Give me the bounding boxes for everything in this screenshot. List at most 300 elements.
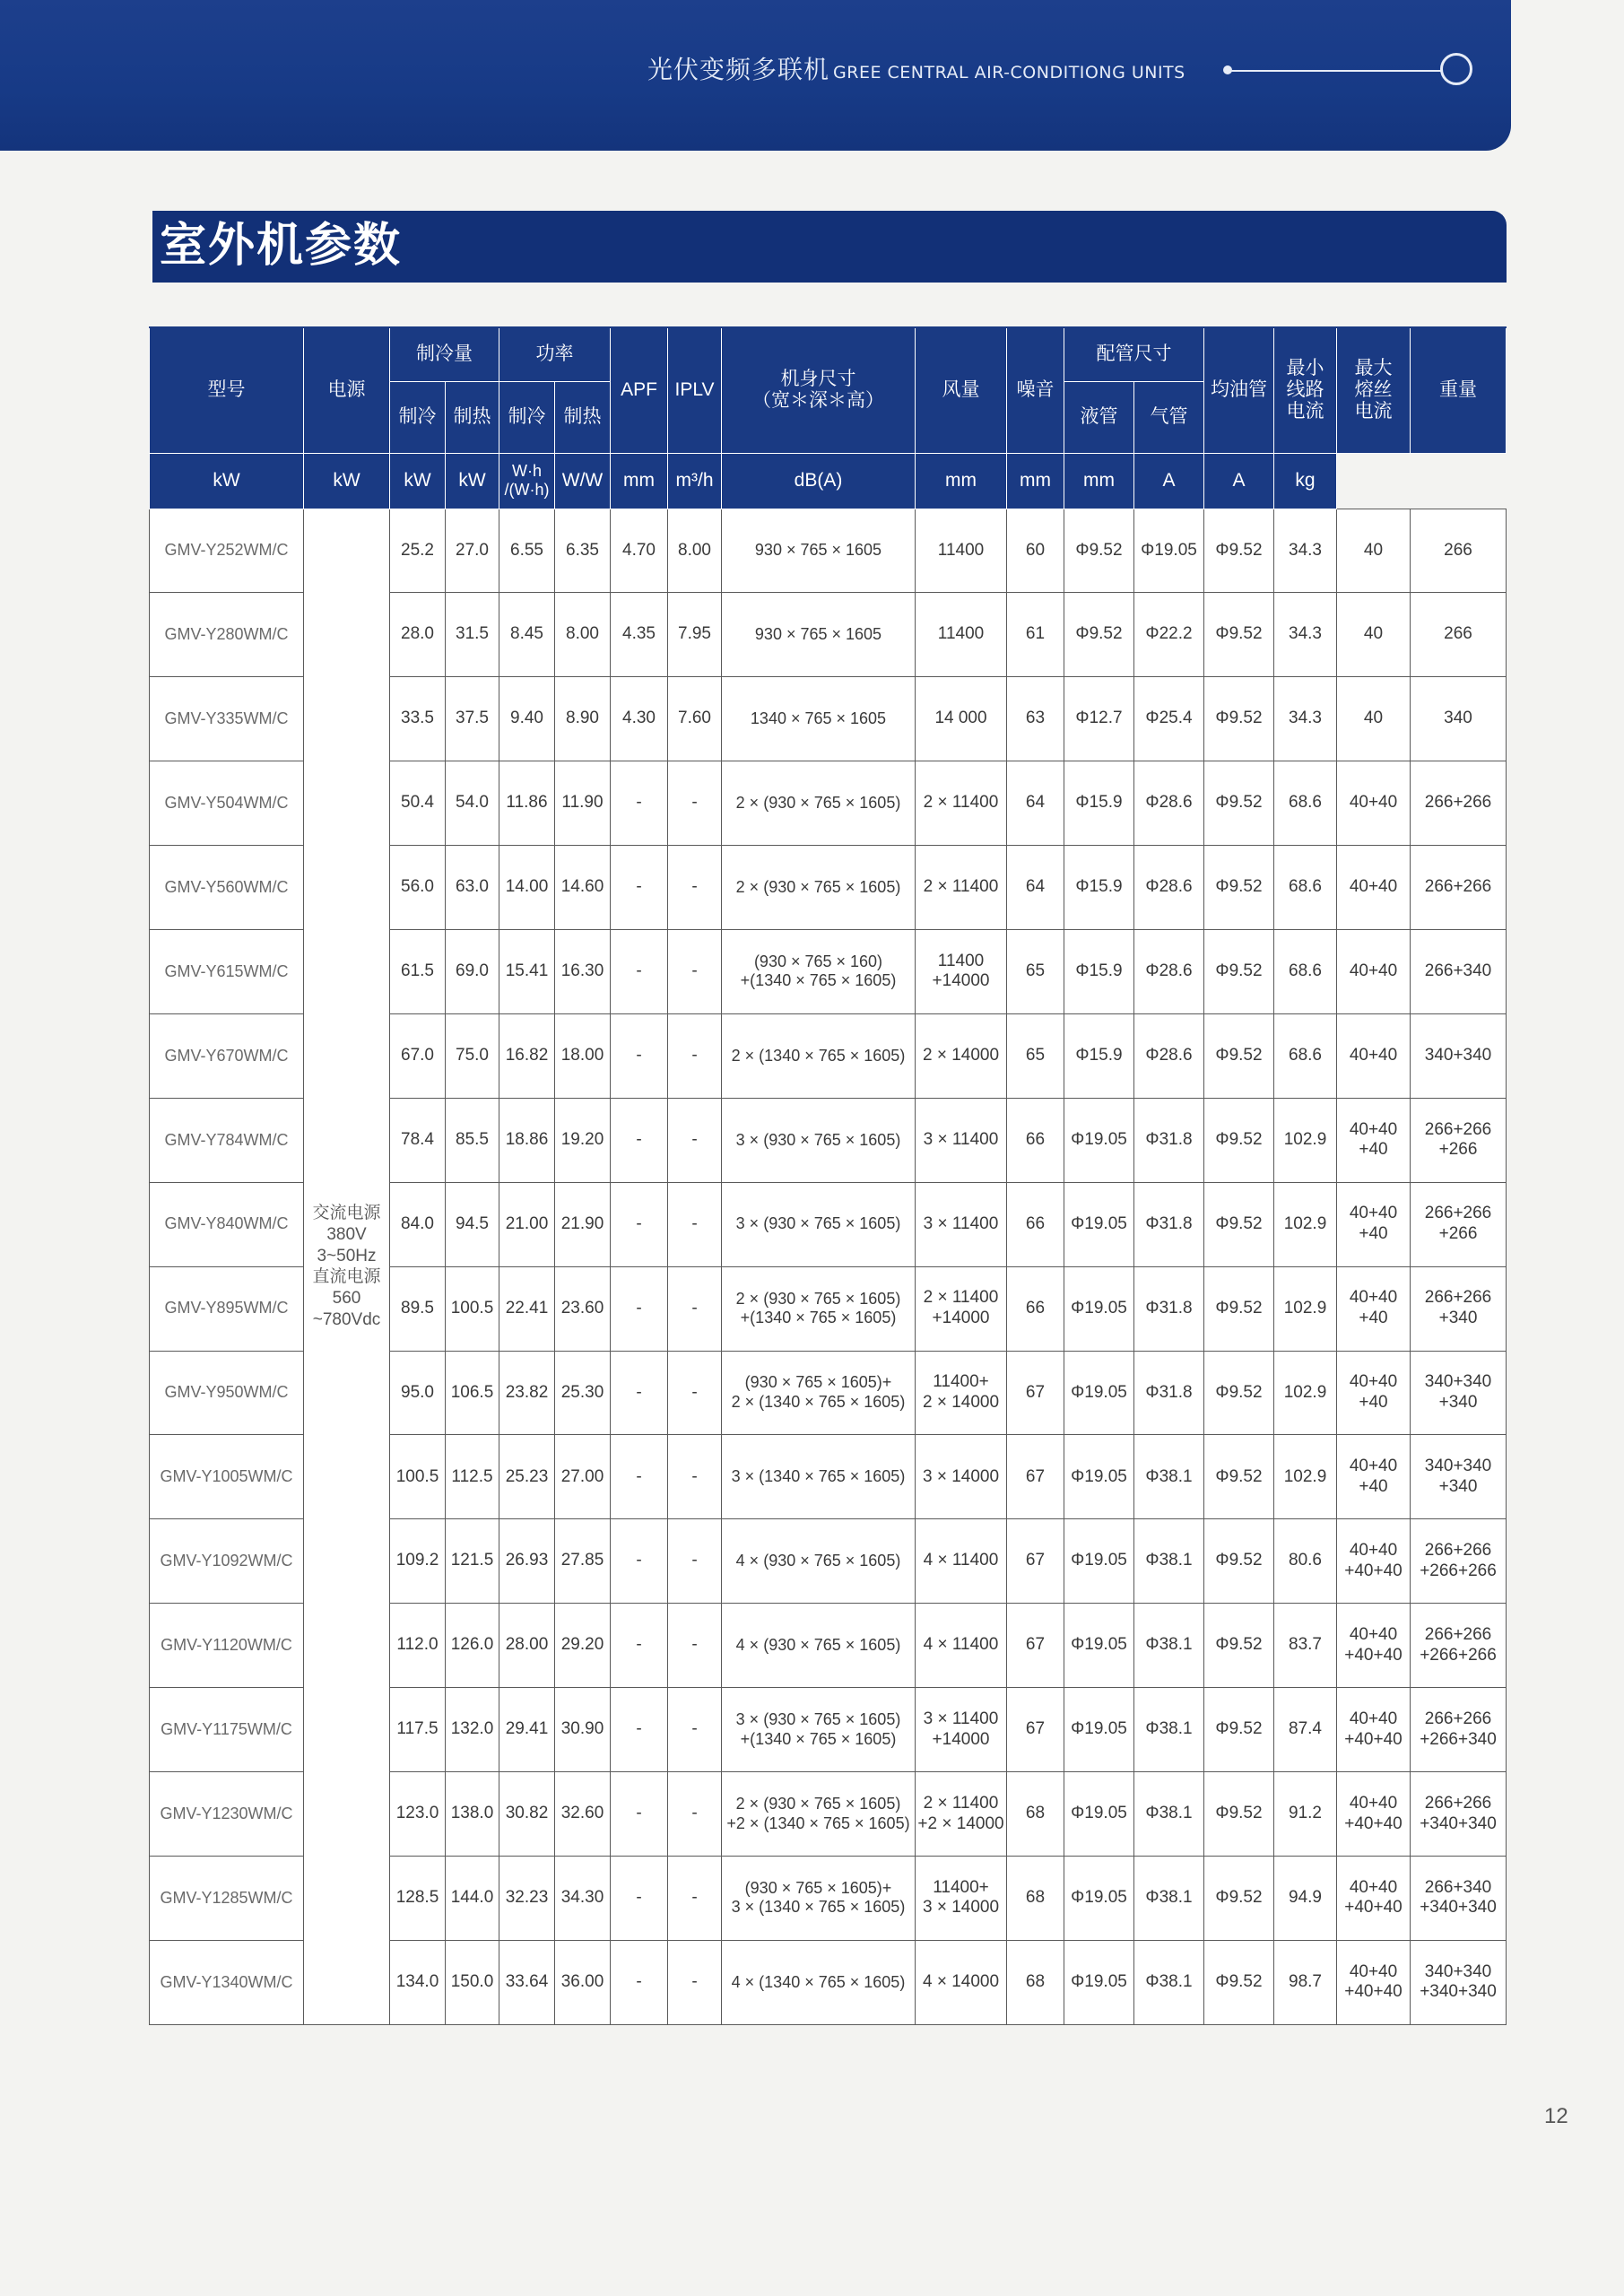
max-fuse-cell: 40+40 +40+40	[1337, 1519, 1411, 1604]
noise-cell: 67	[1007, 1688, 1064, 1772]
min-current-cell: 34.3	[1274, 593, 1337, 677]
header-airflow: 风量	[916, 327, 1007, 453]
power-heating-cell: 8.00	[555, 593, 611, 677]
weight-cell: 266+340	[1411, 930, 1507, 1014]
header-dimensions: 机身尺寸 （宽＊深＊高）	[722, 327, 916, 453]
header-power-cooling: 制冷	[499, 381, 555, 453]
liquid-pipe-cell: Φ19.05	[1064, 1182, 1134, 1266]
dimensions-cell: 930 × 765 × 1605	[722, 509, 916, 593]
unit-iplv: W/W	[555, 453, 611, 509]
power-cooling-cell: 21.00	[499, 1182, 555, 1266]
min-current-cell: 34.3	[1274, 677, 1337, 761]
min-current-cell: 34.3	[1274, 509, 1337, 593]
unit-oil: mm	[1064, 453, 1134, 509]
gas-pipe-cell: Φ28.6	[1134, 1013, 1204, 1098]
power-cooling-cell: 9.40	[499, 677, 555, 761]
unit-min-current: A	[1134, 453, 1204, 509]
header-capacity-heating: 制热	[446, 381, 499, 453]
gas-pipe-cell: Φ38.1	[1134, 1435, 1204, 1519]
min-current-cell: 102.9	[1274, 1266, 1337, 1351]
capacity-heating-cell: 144.0	[446, 1857, 499, 1941]
header-power: 功率	[499, 327, 611, 381]
model-cell: GMV-Y1230WM/C	[150, 1772, 304, 1857]
noise-cell: 64	[1007, 761, 1064, 846]
capacity-cooling-cell: 78.4	[390, 1098, 446, 1182]
noise-cell: 68	[1007, 1772, 1064, 1857]
power-heating-cell: 8.90	[555, 677, 611, 761]
gas-pipe-cell: Φ38.1	[1134, 1688, 1204, 1772]
max-fuse-cell: 40	[1337, 509, 1411, 593]
gas-pipe-cell: Φ19.05	[1134, 509, 1204, 593]
power-cooling-cell: 30.82	[499, 1772, 555, 1857]
noise-cell: 66	[1007, 1266, 1064, 1351]
airflow-cell: 2 × 11400	[916, 846, 1007, 930]
power-heating-cell: 21.90	[555, 1182, 611, 1266]
liquid-pipe-cell: Φ19.05	[1064, 1688, 1134, 1772]
gas-pipe-cell: Φ28.6	[1134, 761, 1204, 846]
capacity-cooling-cell: 89.5	[390, 1266, 446, 1351]
iplv-cell: -	[668, 1182, 722, 1266]
apf-cell: -	[611, 1435, 668, 1519]
max-fuse-cell: 40	[1337, 593, 1411, 677]
model-cell: GMV-Y335WM/C	[150, 677, 304, 761]
gas-pipe-cell: Φ28.6	[1134, 930, 1204, 1014]
power-cooling-cell: 18.86	[499, 1098, 555, 1182]
gas-pipe-cell: Φ28.6	[1134, 846, 1204, 930]
power-supply-cell: 交流电源 380V 3~50Hz 直流电源 560 ~780Vdc	[304, 509, 390, 2025]
gas-pipe-cell: Φ31.8	[1134, 1351, 1204, 1435]
capacity-cooling-cell: 61.5	[390, 930, 446, 1014]
capacity-cooling-cell: 84.0	[390, 1182, 446, 1266]
liquid-pipe-cell: Φ19.05	[1064, 1940, 1134, 2024]
min-current-cell: 68.6	[1274, 1013, 1337, 1098]
capacity-heating-cell: 27.0	[446, 509, 499, 593]
apf-cell: -	[611, 930, 668, 1014]
oil-pipe-cell: Φ9.52	[1204, 1688, 1274, 1772]
section-title: 室外机参数	[160, 219, 403, 273]
power-heating-cell: 29.20	[555, 1604, 611, 1688]
dimensions-cell: 3 × (1340 × 765 × 1605)	[722, 1435, 916, 1519]
table-body	[150, 509, 1507, 2025]
min-current-cell: 68.6	[1274, 761, 1337, 846]
capacity-cooling-cell: 128.5	[390, 1857, 446, 1941]
model-cell: GMV-Y1285WM/C	[150, 1857, 304, 1941]
liquid-pipe-cell: Φ19.05	[1064, 1604, 1134, 1688]
max-fuse-cell: 40+40 +40+40	[1337, 1940, 1411, 2024]
min-current-cell: 102.9	[1274, 1435, 1337, 1519]
dimensions-cell: 2 × (930 × 765 × 1605)	[722, 846, 916, 930]
gas-pipe-cell: Φ38.1	[1134, 1519, 1204, 1604]
dimensions-cell: 2 × (1340 × 765 × 1605)	[722, 1013, 916, 1098]
airflow-cell: 3 × 11400	[916, 1098, 1007, 1182]
apf-cell: -	[611, 1604, 668, 1688]
liquid-pipe-cell: Φ19.05	[1064, 1351, 1134, 1435]
capacity-cooling-cell: 25.2	[390, 509, 446, 593]
max-fuse-cell: 40+40 +40+40	[1337, 1772, 1411, 1857]
power-heating-cell: 18.00	[555, 1013, 611, 1098]
apf-cell: -	[611, 1519, 668, 1604]
iplv-cell: -	[668, 1013, 722, 1098]
liquid-pipe-cell: Φ19.05	[1064, 1772, 1134, 1857]
apf-cell: 4.35	[611, 593, 668, 677]
unit-noise: dB(A)	[722, 453, 916, 509]
dimensions-cell: (930 × 765 × 1605)+ 3 × (1340 × 765 × 1605)	[722, 1857, 916, 1941]
noise-cell: 67	[1007, 1519, 1064, 1604]
liquid-pipe-cell: Φ19.05	[1064, 1857, 1134, 1941]
gas-pipe-cell: Φ38.1	[1134, 1857, 1204, 1941]
apf-cell: -	[611, 1857, 668, 1941]
apf-cell: -	[611, 1351, 668, 1435]
liquid-pipe-cell: Φ12.7	[1064, 677, 1134, 761]
capacity-cooling-cell: 112.0	[390, 1604, 446, 1688]
unit-liquid: mm	[916, 453, 1007, 509]
power-heating-cell: 19.20	[555, 1098, 611, 1182]
max-fuse-cell: 40+40	[1337, 930, 1411, 1014]
dimensions-cell: 2 × (930 × 765 × 1605) +(1340 × 765 × 1605)	[722, 1266, 916, 1351]
oil-pipe-cell: Φ9.52	[1204, 1940, 1274, 2024]
max-fuse-cell: 40+40	[1337, 761, 1411, 846]
max-fuse-cell: 40+40 +40+40	[1337, 1688, 1411, 1772]
max-fuse-cell: 40+40 +40+40	[1337, 1857, 1411, 1941]
capacity-heating-cell: 63.0	[446, 846, 499, 930]
power-heating-cell: 6.35	[555, 509, 611, 593]
oil-pipe-cell: Φ9.52	[1204, 1857, 1274, 1941]
capacity-cooling-cell: 123.0	[390, 1772, 446, 1857]
unit-cap-cool: kW	[150, 453, 304, 509]
capacity-cooling-cell: 67.0	[390, 1013, 446, 1098]
oil-pipe-cell: Φ9.52	[1204, 677, 1274, 761]
unit-airflow: m³/h	[668, 453, 722, 509]
min-current-cell: 102.9	[1274, 1182, 1337, 1266]
unit-weight: kg	[1274, 453, 1337, 509]
oil-pipe-cell: Φ9.52	[1204, 1772, 1274, 1857]
min-current-cell: 80.6	[1274, 1519, 1337, 1604]
model-cell: GMV-Y280WM/C	[150, 593, 304, 677]
model-cell: GMV-Y950WM/C	[150, 1351, 304, 1435]
iplv-cell: -	[668, 1435, 722, 1519]
unit-pow-heat: kW	[446, 453, 499, 509]
iplv-cell: -	[668, 930, 722, 1014]
noise-cell: 67	[1007, 1351, 1064, 1435]
oil-pipe-cell: Φ9.52	[1204, 1182, 1274, 1266]
airflow-cell: 3 × 14000	[916, 1435, 1007, 1519]
power-cooling-cell: 22.41	[499, 1266, 555, 1351]
airflow-cell: 4 × 11400	[916, 1519, 1007, 1604]
dimensions-cell: 2 × (930 × 765 × 1605) +2 × (1340 × 765 × 1605)	[722, 1772, 916, 1857]
unit-dimensions: mm	[611, 453, 668, 509]
model-cell: GMV-Y1005WM/C	[150, 1435, 304, 1519]
oil-pipe-cell: Φ9.52	[1204, 1435, 1274, 1519]
capacity-heating-cell: 75.0	[446, 1013, 499, 1098]
weight-cell: 340+340	[1411, 1013, 1507, 1098]
dimensions-cell: 2 × (930 × 765 × 1605)	[722, 761, 916, 846]
gas-pipe-cell: Φ38.1	[1134, 1940, 1204, 2024]
header-power-supply: 电源	[304, 327, 390, 453]
capacity-heating-cell: 138.0	[446, 1772, 499, 1857]
weight-cell: 340+340 +340	[1411, 1351, 1507, 1435]
model-cell: GMV-Y784WM/C	[150, 1098, 304, 1182]
weight-cell: 266+266	[1411, 846, 1507, 930]
power-cooling-cell: 33.64	[499, 1940, 555, 2024]
airflow-cell: 2 × 11400	[916, 761, 1007, 846]
airflow-cell: 3 × 11400	[916, 1182, 1007, 1266]
model-cell: GMV-Y1120WM/C	[150, 1604, 304, 1688]
airflow-cell: 11400+ 3 × 14000	[916, 1857, 1007, 1941]
oil-pipe-cell: Φ9.52	[1204, 1098, 1274, 1182]
capacity-heating-cell: 132.0	[446, 1688, 499, 1772]
model-cell: GMV-Y895WM/C	[150, 1266, 304, 1351]
liquid-pipe-cell: Φ19.05	[1064, 1266, 1134, 1351]
dimensions-cell: 4 × (930 × 765 × 1605)	[722, 1604, 916, 1688]
unit-apf: W·h /(W·h)	[499, 453, 555, 509]
power-cooling-cell: 29.41	[499, 1688, 555, 1772]
iplv-cell: -	[668, 1772, 722, 1857]
weight-cell: 340+340 +340+340	[1411, 1940, 1507, 2024]
airflow-cell: 11400 +14000	[916, 930, 1007, 1014]
table-row	[150, 509, 1507, 593]
model-cell: GMV-Y615WM/C	[150, 930, 304, 1014]
dimensions-cell: (930 × 765 × 160) +(1340 × 765 × 1605)	[722, 930, 916, 1014]
iplv-cell: -	[668, 1266, 722, 1351]
power-cooling-cell: 26.93	[499, 1519, 555, 1604]
weight-cell: 266+266 +266+266	[1411, 1519, 1507, 1604]
header-max-fuse-current: 最大 熔丝 电流	[1337, 327, 1411, 453]
capacity-cooling-cell: 134.0	[390, 1940, 446, 2024]
dimensions-cell: 3 × (930 × 765 × 1605)	[722, 1182, 916, 1266]
liquid-pipe-cell: Φ9.52	[1064, 509, 1134, 593]
header-iplv: IPLV	[668, 327, 722, 453]
min-current-cell: 94.9	[1274, 1857, 1337, 1941]
max-fuse-cell: 40+40 +40	[1337, 1266, 1411, 1351]
liquid-pipe-cell: Φ15.9	[1064, 761, 1134, 846]
gas-pipe-cell: Φ38.1	[1134, 1772, 1204, 1857]
header-noise: 噪音	[1007, 327, 1064, 453]
capacity-cooling-cell: 50.4	[390, 761, 446, 846]
noise-cell: 65	[1007, 1013, 1064, 1098]
airflow-cell: 2 × 11400 +2 × 14000	[916, 1772, 1007, 1857]
liquid-pipe-cell: Φ9.52	[1064, 593, 1134, 677]
header-capacity-cooling: 制冷	[390, 381, 446, 453]
noise-cell: 61	[1007, 593, 1064, 677]
max-fuse-cell: 40+40 +40+40	[1337, 1604, 1411, 1688]
power-cooling-cell: 28.00	[499, 1604, 555, 1688]
oil-pipe-cell: Φ9.52	[1204, 846, 1274, 930]
oil-pipe-cell: Φ9.52	[1204, 930, 1274, 1014]
page-number: 12	[1544, 2104, 1568, 2128]
unit-pow-cool: kW	[390, 453, 446, 509]
capacity-cooling-cell: 33.5	[390, 677, 446, 761]
banner-title-cn: 光伏变频多联机	[647, 55, 830, 84]
weight-cell: 266+266 +266	[1411, 1098, 1507, 1182]
header-piping: 配管尺寸	[1064, 327, 1204, 381]
header-apf: APF	[611, 327, 668, 453]
noise-cell: 66	[1007, 1182, 1064, 1266]
banner-dot-icon	[1223, 65, 1232, 74]
min-current-cell: 68.6	[1274, 930, 1337, 1014]
airflow-cell: 4 × 11400	[916, 1604, 1007, 1688]
dimensions-cell: 930 × 765 × 1605	[722, 593, 916, 677]
iplv-cell: -	[668, 1098, 722, 1182]
banner-title-en: GREE CENTRAL AIR-CONDITIONG UNITS	[833, 63, 1185, 83]
apf-cell: -	[611, 1266, 668, 1351]
capacity-cooling-cell: 109.2	[390, 1519, 446, 1604]
unit-gas: mm	[1007, 453, 1064, 509]
header-power-heating: 制热	[555, 381, 611, 453]
iplv-cell: 7.60	[668, 677, 722, 761]
weight-cell: 340	[1411, 677, 1507, 761]
liquid-pipe-cell: Φ19.05	[1064, 1519, 1134, 1604]
header-min-circuit-current: 最小 线路 电流	[1274, 327, 1337, 453]
power-heating-cell: 36.00	[555, 1940, 611, 2024]
iplv-cell: -	[668, 1604, 722, 1688]
apf-cell: -	[611, 761, 668, 846]
max-fuse-cell: 40+40 +40	[1337, 1435, 1411, 1519]
weight-cell: 266+340 +340+340	[1411, 1857, 1507, 1941]
oil-pipe-cell: Φ9.52	[1204, 593, 1274, 677]
model-cell: GMV-Y840WM/C	[150, 1182, 304, 1266]
capacity-heating-cell: 100.5	[446, 1266, 499, 1351]
gas-pipe-cell: Φ25.4	[1134, 677, 1204, 761]
header-model: 型号	[150, 327, 304, 453]
min-current-cell: 102.9	[1274, 1351, 1337, 1435]
airflow-cell: 2 × 14000	[916, 1013, 1007, 1098]
header-gas-pipe: 气管	[1134, 381, 1204, 453]
oil-pipe-cell: Φ9.52	[1204, 509, 1274, 593]
oil-pipe-cell: Φ9.52	[1204, 761, 1274, 846]
capacity-heating-cell: 37.5	[446, 677, 499, 761]
liquid-pipe-cell: Φ19.05	[1064, 1435, 1134, 1519]
power-heating-cell: 34.30	[555, 1857, 611, 1941]
dimensions-cell: 4 × (930 × 765 × 1605)	[722, 1519, 916, 1604]
iplv-cell: -	[668, 846, 722, 930]
dimensions-cell: (930 × 765 × 1605)+ 2 × (1340 × 765 × 1605)	[722, 1351, 916, 1435]
capacity-cooling-cell: 100.5	[390, 1435, 446, 1519]
header-capacity: 制冷量	[390, 327, 499, 381]
outdoor-unit-spec-table	[149, 326, 1507, 2025]
power-heating-cell: 25.30	[555, 1351, 611, 1435]
weight-cell: 340+340 +340	[1411, 1435, 1507, 1519]
apf-cell: -	[611, 1182, 668, 1266]
gas-pipe-cell: Φ38.1	[1134, 1604, 1204, 1688]
capacity-cooling-cell: 117.5	[390, 1688, 446, 1772]
liquid-pipe-cell: Φ19.05	[1064, 1098, 1134, 1182]
model-cell: GMV-Y252WM/C	[150, 509, 304, 593]
power-cooling-cell: 15.41	[499, 930, 555, 1014]
model-cell: GMV-Y560WM/C	[150, 846, 304, 930]
airflow-cell: 11400	[916, 509, 1007, 593]
noise-cell: 66	[1007, 1098, 1064, 1182]
iplv-cell: -	[668, 1519, 722, 1604]
apf-cell: -	[611, 1013, 668, 1098]
weight-cell: 266+266 +266	[1411, 1182, 1507, 1266]
power-cooling-cell: 32.23	[499, 1857, 555, 1941]
power-heating-cell: 30.90	[555, 1688, 611, 1772]
max-fuse-cell: 40+40	[1337, 1013, 1411, 1098]
airflow-cell: 4 × 14000	[916, 1940, 1007, 2024]
capacity-heating-cell: 112.5	[446, 1435, 499, 1519]
weight-cell: 266+266 +266+340	[1411, 1688, 1507, 1772]
banner-circle-icon	[1440, 53, 1472, 85]
iplv-cell: -	[668, 1940, 722, 2024]
max-fuse-cell: 40+40 +40	[1337, 1351, 1411, 1435]
dimensions-cell: 4 × (1340 × 765 × 1605)	[722, 1940, 916, 2024]
iplv-cell: 8.00	[668, 509, 722, 593]
model-cell: GMV-Y504WM/C	[150, 761, 304, 846]
noise-cell: 63	[1007, 677, 1064, 761]
header-weight: 重量	[1411, 327, 1507, 453]
banner-title	[647, 50, 1185, 86]
model-cell: GMV-Y1340WM/C	[150, 1940, 304, 2024]
capacity-cooling-cell: 95.0	[390, 1351, 446, 1435]
gas-pipe-cell: Φ31.8	[1134, 1098, 1204, 1182]
min-current-cell: 98.7	[1274, 1940, 1337, 2024]
power-heating-cell: 32.60	[555, 1772, 611, 1857]
airflow-cell: 11400+ 2 × 14000	[916, 1351, 1007, 1435]
capacity-heating-cell: 85.5	[446, 1098, 499, 1182]
unit-max-fuse: A	[1204, 453, 1274, 509]
capacity-heating-cell: 106.5	[446, 1351, 499, 1435]
power-cooling-cell: 11.86	[499, 761, 555, 846]
weight-cell: 266+266 +266+266	[1411, 1604, 1507, 1688]
apf-cell: -	[611, 846, 668, 930]
power-cooling-cell: 6.55	[499, 509, 555, 593]
max-fuse-cell: 40+40	[1337, 846, 1411, 930]
power-cooling-cell: 23.82	[499, 1351, 555, 1435]
dimensions-cell: 3 × (930 × 765 × 1605)	[722, 1098, 916, 1182]
oil-pipe-cell: Φ9.52	[1204, 1266, 1274, 1351]
header-oil-pipe: 均油管	[1204, 327, 1274, 453]
noise-cell: 64	[1007, 846, 1064, 930]
oil-pipe-cell: Φ9.52	[1204, 1013, 1274, 1098]
table-header	[150, 327, 1507, 509]
capacity-heating-cell: 150.0	[446, 1940, 499, 2024]
noise-cell: 68	[1007, 1857, 1064, 1941]
power-cooling-cell: 14.00	[499, 846, 555, 930]
capacity-heating-cell: 94.5	[446, 1182, 499, 1266]
max-fuse-cell: 40	[1337, 677, 1411, 761]
dimensions-cell: 1340 × 765 × 1605	[722, 677, 916, 761]
power-heating-cell: 27.85	[555, 1519, 611, 1604]
airflow-cell: 14 000	[916, 677, 1007, 761]
capacity-heating-cell: 126.0	[446, 1604, 499, 1688]
banner-line-decoration	[1229, 70, 1442, 72]
liquid-pipe-cell: Φ15.9	[1064, 930, 1134, 1014]
weight-cell: 266	[1411, 509, 1507, 593]
noise-cell: 67	[1007, 1604, 1064, 1688]
airflow-cell: 2 × 11400 +14000	[916, 1266, 1007, 1351]
power-heating-cell: 27.00	[555, 1435, 611, 1519]
gas-pipe-cell: Φ22.2	[1134, 593, 1204, 677]
capacity-cooling-cell: 28.0	[390, 593, 446, 677]
min-current-cell: 68.6	[1274, 846, 1337, 930]
power-heating-cell: 14.60	[555, 846, 611, 930]
capacity-cooling-cell: 56.0	[390, 846, 446, 930]
noise-cell: 60	[1007, 509, 1064, 593]
airflow-cell: 3 × 11400 +14000	[916, 1688, 1007, 1772]
apf-cell: -	[611, 1688, 668, 1772]
iplv-cell: 7.95	[668, 593, 722, 677]
power-heating-cell: 23.60	[555, 1266, 611, 1351]
gas-pipe-cell: Φ31.8	[1134, 1266, 1204, 1351]
model-cell: GMV-Y1092WM/C	[150, 1519, 304, 1604]
power-heating-cell: 16.30	[555, 930, 611, 1014]
apf-cell: -	[611, 1940, 668, 2024]
weight-cell: 266+266	[1411, 761, 1507, 846]
max-fuse-cell: 40+40 +40	[1337, 1182, 1411, 1266]
apf-cell: -	[611, 1098, 668, 1182]
model-cell: GMV-Y1175WM/C	[150, 1688, 304, 1772]
apf-cell: -	[611, 1772, 668, 1857]
